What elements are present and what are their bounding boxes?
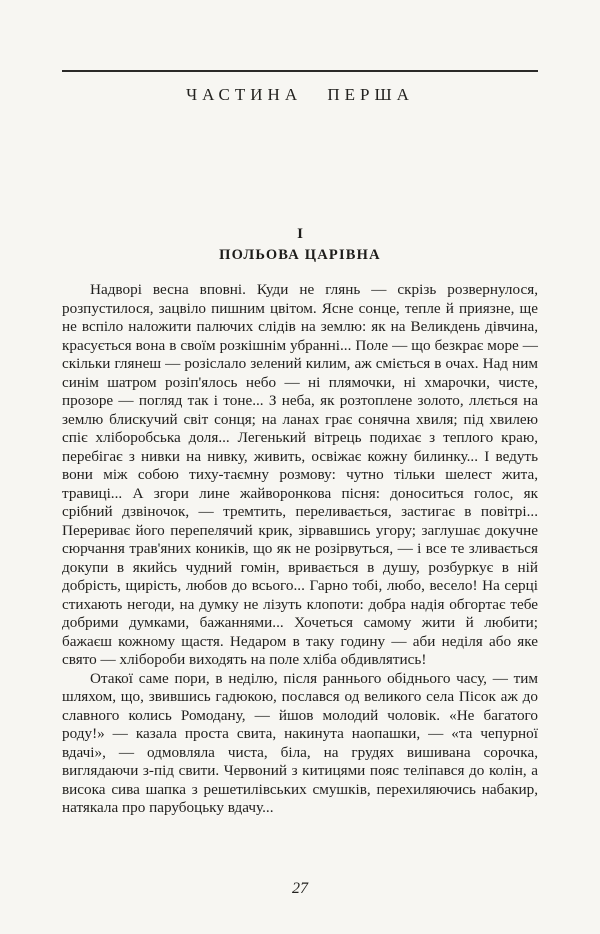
paragraph-2: Отакої саме пори, в неділю, після раннього обіднього часу, — тим шляхом, що, звившись гадюкою, послався од великого села Пісок аж до славного колись Ромодану, — йшов молодий чоловік. «Не багатого роду!» — казала проста свита, накинута наопашки, — «та чепурної вдачі», — одмовляла чиста, біла, на грудях вишивана сорочка, виглядаючи з-під свити. Червоний з китицями пояс теліпався до колін, а висока сива шапка з решетилівських смушків, перехиляючись набакир, натякала про парубоцьку вдачу...	[62, 669, 538, 816]
chapter-number: I	[297, 226, 303, 242]
part-title: ЧАСТИНА ПЕРША	[186, 85, 414, 104]
page-number: 27	[292, 880, 308, 897]
body-text	[62, 281, 538, 818]
page-header	[62, 70, 538, 105]
header-rule	[62, 70, 538, 72]
chapter-heading	[62, 225, 538, 264]
paragraph-1: Надворі весна вповні. Куди не глянь — скрізь розвернулося, розпустилося, зацвіло пишним цвітом. Ясне сонце, тепле й приязне, ще не вспіло наложити палючих слідів на землю: як на Великдень дівчина, красується вона в своїм розкішнім убранні... Поле — що безкрає море — скільки глянеш — розіслало зелений килим, аж сміється в очах. Над ним синім шатром розіп'ялось небо — ні плямочки, ні хмарочки, чисте, прозоре — погляд так і тоне... З неба, як розтоплене золото, ллється на землю блискучий світ сонця; на ланах грає сонячна хвиля; під хвилею спіє хліборобська доля... Легенький вітрець подихає з теплого краю, перебігає з нивки на нивку, живить, освіжає кожну билинку... І ведуть вони між собою тиху-таємну розмову: чутно тільки шелест жита, травиці... А згори лине жайворонкова пісня: доноситься голос, як срібний дзвіночок, — тремтить, переливається, застигає в повітрі... Перериває його перепелячий крик, зірвавшись угору; заглушає докучне сюрчання трав'яних коників, що як не розірвуться, — і все те зливається докупи в якийсь чудний гомін, вривається в душу, розбуркує в ній добрість, щирість, любов до всього... Гарно тобі, любо, весело! На серці стихають негоди, на думку не лізуть клопоти: добра надія обгортає тебе добрими думками, бажаннями... Хочеться самому жити й любити; бажаєш кожному щастя. Недаром в таку годину — аби неділя або яке свято — хлібороби виходять на поле хліба обдивлятись!	[62, 281, 538, 668]
chapter-title: ПОЛЬОВА ЦАРІВНА	[219, 247, 381, 263]
